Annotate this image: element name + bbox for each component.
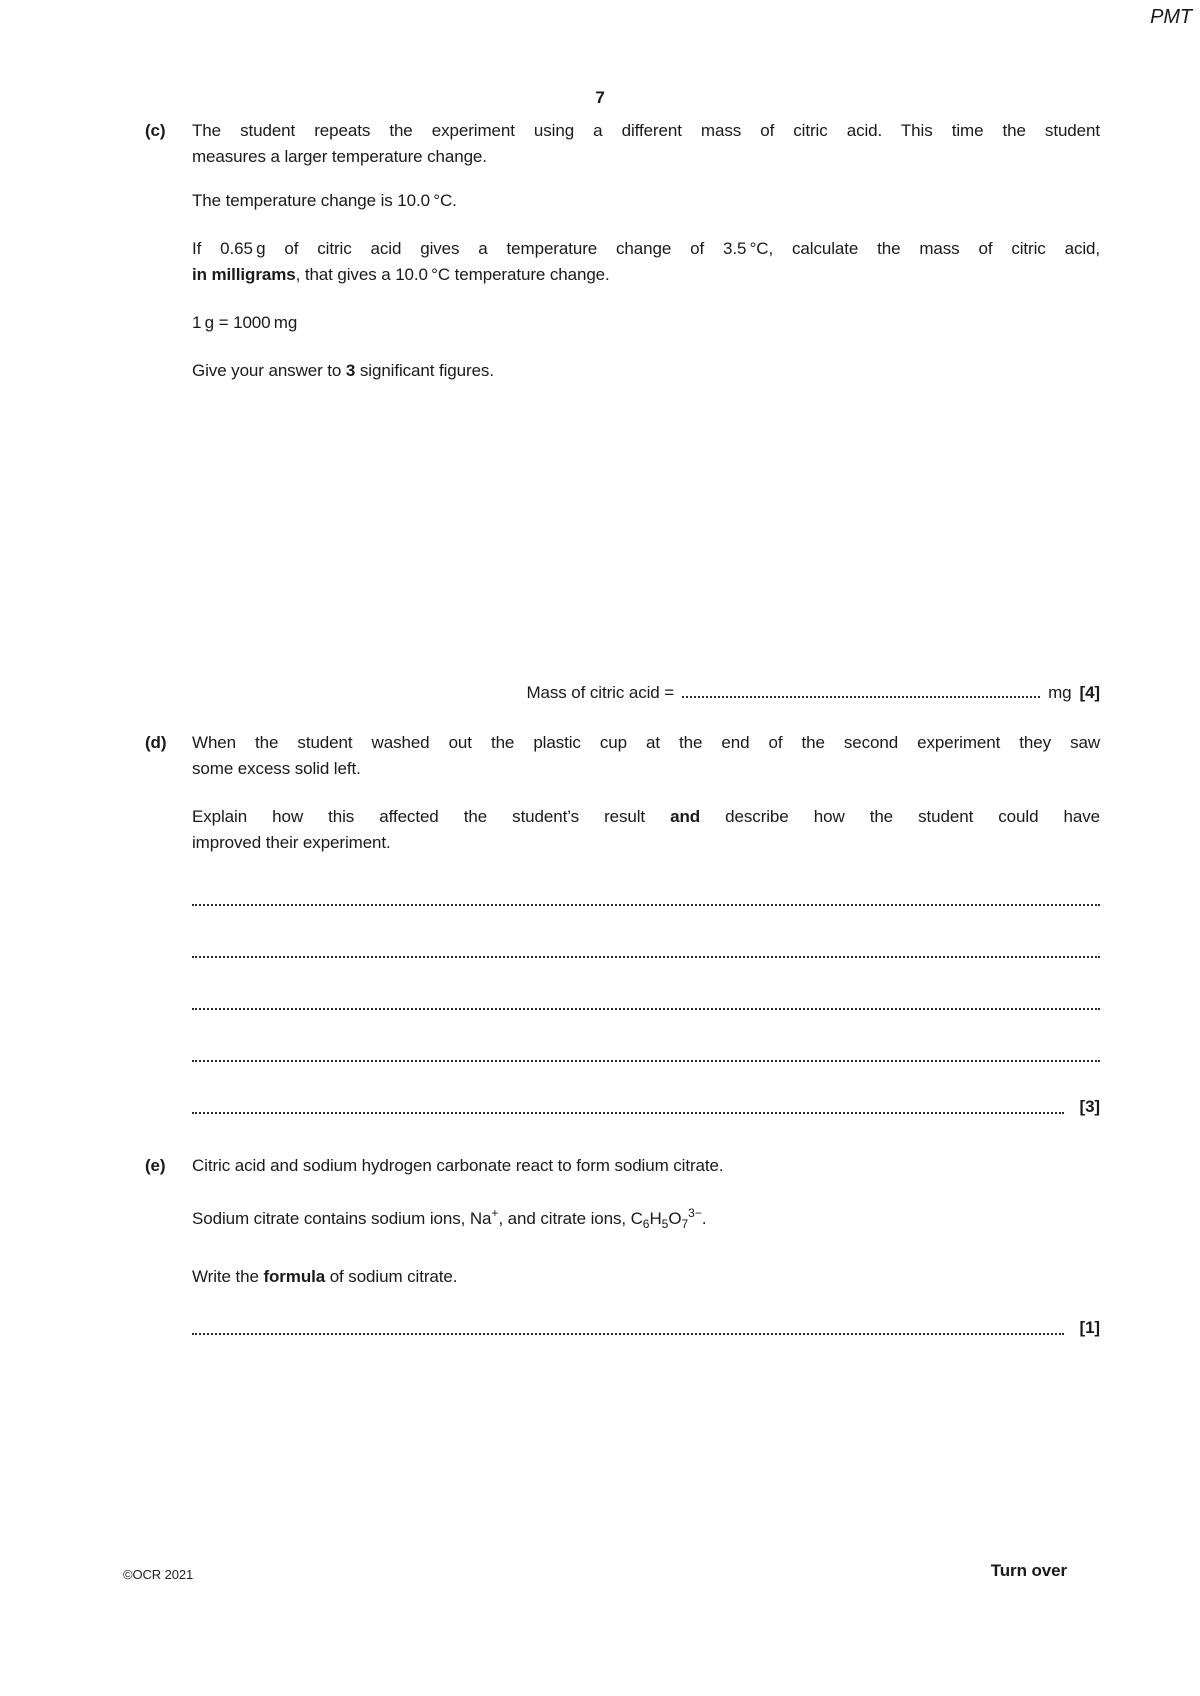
- question-body: [192, 730, 1100, 1117]
- text-segment: of sodium citrate.: [325, 1267, 458, 1286]
- question-paragraph: [192, 1200, 1100, 1237]
- paragraph-line: [192, 1153, 1100, 1179]
- text-segment: measures a larger temperature change.: [192, 147, 487, 166]
- text-segment: significant figures.: [355, 361, 494, 380]
- text-segment: 1 g = 1000 mg: [192, 313, 298, 332]
- dotted-leader: [192, 904, 1100, 906]
- marks-label: [4]: [1079, 683, 1100, 702]
- paragraph-line: [192, 118, 1100, 144]
- question-paragraph: [192, 730, 1100, 782]
- question-body: [192, 1153, 1100, 1338]
- page-number: 7: [595, 88, 605, 107]
- text-segment: Write the: [192, 1267, 264, 1286]
- text-segment: The student repeats the experiment using a different mass of citric acid. This time the student: [192, 121, 1100, 140]
- answer-unit: mg: [1048, 683, 1072, 702]
- pmt-watermark: PMT: [1150, 6, 1192, 28]
- dotted-answer-line: [192, 1095, 1100, 1117]
- dotted-answer-line: [192, 887, 1100, 909]
- answer-lines-block: [192, 1316, 1100, 1338]
- dotted-leader: [192, 1333, 1064, 1335]
- text-segment: Citric acid and sodium hydrogen carbonate react to form sodium citrate.: [192, 1156, 724, 1175]
- marks-label: [3]: [1079, 1097, 1100, 1116]
- paragraph-line: [192, 144, 1100, 170]
- paragraph-line: [192, 756, 1100, 782]
- text-segment: some excess solid left.: [192, 759, 361, 778]
- question-body: [192, 118, 1100, 704]
- bold-text-segment: 3: [345, 361, 356, 380]
- question-c: [145, 118, 1100, 704]
- paragraph-line: [192, 730, 1100, 756]
- paragraph-line: [192, 804, 1100, 830]
- dotted-leader: [192, 1008, 1100, 1010]
- dotted-answer-line: [192, 1316, 1100, 1338]
- question-paragraph: [192, 188, 1100, 214]
- question-d: [145, 730, 1100, 1117]
- question-paper-content: [145, 118, 1100, 1338]
- paragraph-line: [192, 188, 1100, 214]
- paragraph-line: [192, 310, 1100, 336]
- dotted-leader: [192, 1112, 1064, 1114]
- answer-value-line: [192, 682, 1100, 704]
- text-segment: When the student washed out the plastic cup at the end of the second experiment they saw: [192, 733, 1100, 752]
- bold-text-segment: and: [670, 807, 701, 826]
- bold-text-segment: in milligrams: [192, 265, 296, 284]
- paragraph-line: [192, 1200, 1100, 1237]
- text-segment: The temperature change is 10.0 °C.: [192, 191, 457, 210]
- dotted-leader: [192, 956, 1100, 958]
- answer-lines-block: [192, 887, 1100, 1117]
- paragraph-line: [192, 830, 1100, 856]
- text-segment: Sodium citrate contains sodium ions, Na: [192, 1209, 492, 1228]
- superscript-text: 3−: [688, 1206, 702, 1220]
- question-paragraph: [192, 1264, 1100, 1290]
- subscript-text: 7: [681, 1217, 689, 1231]
- bold-text-segment: formula: [263, 1267, 326, 1286]
- text-segment: If 0.65 g of citric acid gives a temperature change of 3.5 °C, calculate the mass of citric acid,: [192, 239, 1100, 258]
- dotted-leader: [192, 1060, 1100, 1062]
- question-e: [145, 1153, 1100, 1338]
- question-paragraph: [192, 236, 1100, 288]
- text-segment: describe how the student could have: [700, 807, 1100, 826]
- copyright-notice: ©OCR 2021: [123, 1567, 194, 1582]
- text-segment: , and citrate ions, C: [498, 1209, 643, 1228]
- paragraph-line: [192, 262, 1100, 288]
- paragraph-line: [192, 236, 1100, 262]
- text-segment: H: [649, 1209, 662, 1228]
- answer-prompt: Mass of citric acid =: [526, 683, 675, 702]
- text-segment: Give your answer to: [192, 361, 346, 380]
- marks-label: [1]: [1079, 1318, 1100, 1337]
- text-segment: Explain how this affected the student’s result: [192, 807, 671, 826]
- paragraph-line: [192, 358, 1100, 384]
- dotted-answer-line: [192, 939, 1100, 961]
- turn-over-label: Turn over: [990, 1561, 1067, 1580]
- paragraph-line: [192, 1264, 1100, 1290]
- text-segment: O: [668, 1209, 682, 1228]
- subscript-text: 5: [661, 1217, 669, 1231]
- dotted-leader: [682, 691, 1040, 698]
- dotted-answer-line: [192, 991, 1100, 1013]
- question-paragraph: [192, 358, 1100, 384]
- question-label: (e): [145, 1156, 166, 1175]
- text-segment: improved their experiment.: [192, 833, 391, 852]
- question-paragraph: [192, 804, 1100, 856]
- text-segment: , that gives a 10.0 °C temperature change.: [295, 265, 610, 284]
- question-label: (d): [145, 733, 167, 752]
- dotted-answer-line: [192, 1043, 1100, 1065]
- question-label: (c): [145, 121, 166, 140]
- superscript-text: +: [491, 1206, 499, 1220]
- question-paragraph: [192, 1153, 1100, 1179]
- subscript-text: 6: [642, 1217, 650, 1231]
- text-segment: .: [701, 1209, 707, 1228]
- question-paragraph: [192, 118, 1100, 170]
- question-paragraph: [192, 310, 1100, 336]
